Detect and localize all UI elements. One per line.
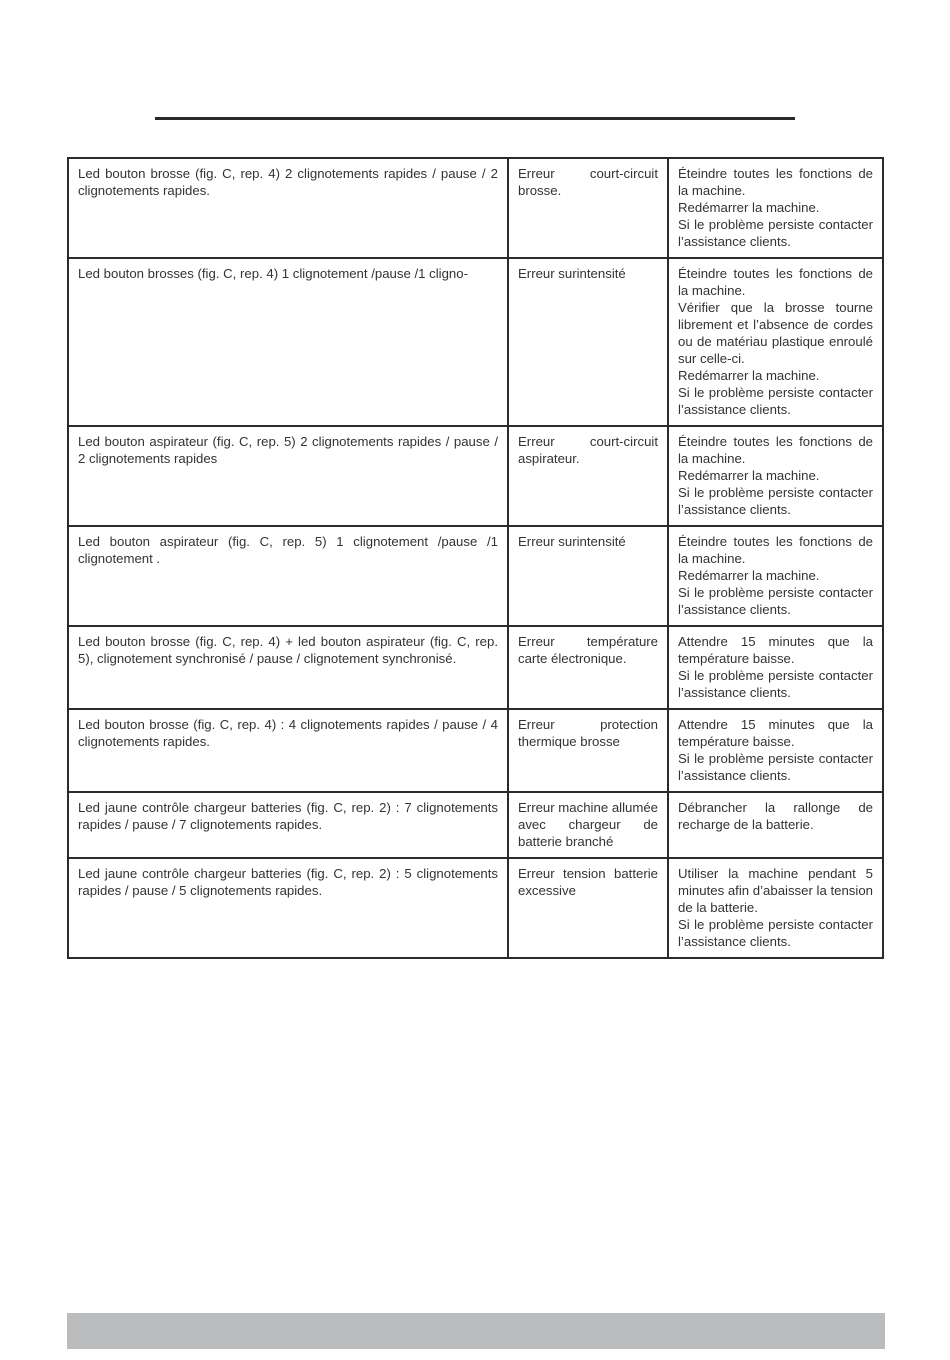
footer-bar <box>67 1313 885 1349</box>
remedy-cell <box>668 158 883 258</box>
remedy-cell <box>668 258 883 426</box>
remedy-line: Attendre 15 minutes que la température baisse. <box>678 634 873 666</box>
remedy-line: Si le problème persiste contacter l’assistance clients. <box>678 217 873 249</box>
remedy-cell <box>668 626 883 709</box>
signal-cell: Led bouton aspirateur (fig. C, rep. 5) 2 clignotements rapides / pause / 2 clignotements rapides <box>68 426 508 526</box>
remedy-line: Si le problème persiste contacter l’assistance clients. <box>678 385 873 417</box>
remedy-line: Éteindre toutes les fonctions de la machine. <box>678 266 873 298</box>
table-row <box>68 158 883 258</box>
remedy-cell <box>668 858 883 958</box>
table-row <box>68 526 883 626</box>
signal-cell: Led bouton brosse (fig. C, rep. 4) 2 clignotements rapides / pause / 2 clignotements rapides. <box>68 158 508 258</box>
diagnostics-table <box>67 157 884 959</box>
signal-cell: Led bouton aspirateur (fig. C, rep. 5) 1 clignotement /pause /1 clignotement . <box>68 526 508 626</box>
table-row <box>68 709 883 792</box>
remedy-line: Éteindre toutes les fonctions de la machine. <box>678 434 873 466</box>
table-row <box>68 258 883 426</box>
remedy-cell <box>668 426 883 526</box>
remedy-line: Vérifier que la brosse tourne librement et l’absence de cordes ou de matériau plastique enroulé sur celle-ci. <box>678 300 873 366</box>
error-cell: Erreur machine allumée avec chargeur de batterie branché <box>508 792 668 858</box>
remedy-cell <box>668 792 883 858</box>
table-row <box>68 792 883 858</box>
remedy-line: Redémarrer la machine. <box>678 200 820 215</box>
table-row <box>68 626 883 709</box>
remedy-line: Si le problème persiste contacter l’assistance clients. <box>678 917 873 949</box>
signal-cell: Led bouton brosse (fig. C, rep. 4) + led bouton aspirateur (fig. C, rep. 5), clignotement synchronisé / pause / clignotement synchronisé. <box>68 626 508 709</box>
remedy-line: Attendre 15 minutes que la température baisse. <box>678 717 873 749</box>
table-row <box>68 858 883 958</box>
remedy-line: Si le problème persiste contacter l’assistance clients. <box>678 485 873 517</box>
error-cell: Erreur tension batterie excessive <box>508 858 668 958</box>
remedy-cell <box>668 709 883 792</box>
remedy-line: Redémarrer la machine. <box>678 368 820 383</box>
table-row <box>68 426 883 526</box>
signal-cell: Led bouton brosses (fig. C, rep. 4) 1 clignotement /pause /1 cligno- <box>68 258 508 426</box>
signal-cell: Led jaune contrôle chargeur batteries (fig. C, rep. 2) : 7 clignotements rapides / pause / 7 clignotements rapides. <box>68 792 508 858</box>
signal-cell: Led jaune contrôle chargeur batteries (fig. C, rep. 2) : 5 clignotements rapides / pause / 5 clignotements rapides. <box>68 858 508 958</box>
error-cell: Erreur température carte électronique. <box>508 626 668 709</box>
remedy-line: Redémarrer la machine. <box>678 468 820 483</box>
remedy-line: Débrancher la rallonge de recharge de la batterie. <box>678 800 873 832</box>
remedy-line: Utiliser la machine pendant 5 minutes afin d’abaisser la tension de la batterie. <box>678 866 873 915</box>
header-rule <box>155 117 795 120</box>
remedy-line: Si le problème persiste contacter l’assistance clients. <box>678 585 873 617</box>
error-cell: Erreur surintensité <box>508 526 668 626</box>
remedy-cell <box>668 526 883 626</box>
error-cell: Erreur court-circuit brosse. <box>508 158 668 258</box>
remedy-line: Redémarrer la machine. <box>678 568 820 583</box>
error-cell: Erreur surintensité <box>508 258 668 426</box>
remedy-line: Si le problème persiste contacter l’assistance clients. <box>678 668 873 700</box>
remedy-line: Éteindre toutes les fonctions de la machine. <box>678 166 873 198</box>
error-cell: Erreur court-circuit aspirateur. <box>508 426 668 526</box>
error-cell: Erreur protection thermique brosse <box>508 709 668 792</box>
remedy-line: Éteindre toutes les fonctions de la machine. <box>678 534 873 566</box>
signal-cell: Led bouton brosse (fig. C, rep. 4) : 4 clignotements rapides / pause / 4 clignotements rapides. <box>68 709 508 792</box>
remedy-line: Si le problème persiste contacter l’assistance clients. <box>678 751 873 783</box>
